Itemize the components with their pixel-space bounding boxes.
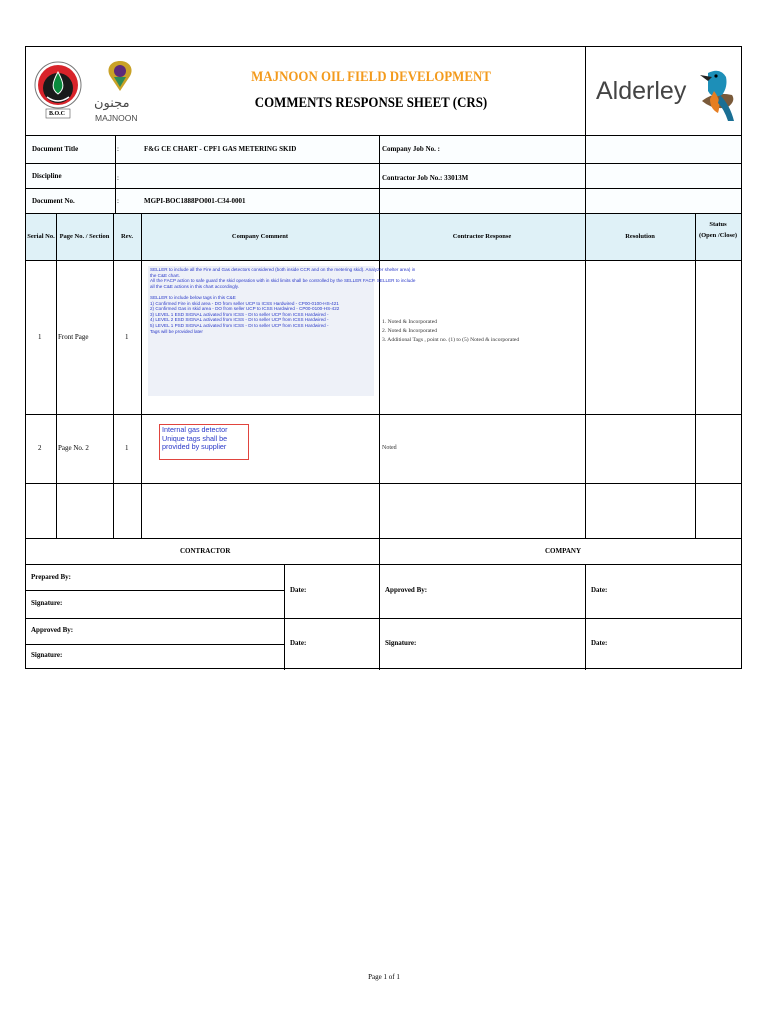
comment-line: all the C&E actions in this chart accordingly. [150,283,240,289]
document-title-label: Document Title [32,145,79,153]
line-signoff-header-bottom [26,564,741,565]
comment-line: 1) Confirmed Fire in skid area - DO from seller UCP to ICSS Hardwired - CP00-0100-HS-421 [150,300,339,306]
response-line: 2. Noted & Incorporated [382,328,437,334]
document-no-value: MGPI-BOC1888PO001-C34-0001 [144,197,246,205]
signoff-divider-2 [379,564,380,670]
boc-logo-text: B.O.C [49,111,66,117]
response-line: 1. Noted & Incorporated [382,319,437,325]
sheet-title: COMMENTS RESPONSE SHEET (CRS) [254,95,488,111]
row1-serial: 1 [38,333,42,341]
date-1-label: Date: [290,586,307,594]
company-label: COMPANY [545,547,582,555]
col-divider-serial [56,213,57,538]
col-divider-response [585,213,586,538]
col-header-serial: Serial No. [27,233,55,240]
info-divider-1 [115,135,116,213]
comment-line: SELLER to include below tags in this C&E [150,294,236,300]
line-prepared-mid [26,590,284,591]
date-company-1-label: Date: [591,586,608,594]
alderley-logo [592,61,740,127]
row2-serial: 2 [38,444,42,452]
line-table-header-bottom [26,260,741,261]
status-line-2: (Open /Close) [698,232,738,239]
row2-rev: 1 [125,444,129,452]
col-header-contractor-response: Contractor Response [452,233,512,240]
info-divider-2 [379,135,380,213]
contractor-job-label: Contractor Job No. [382,174,441,182]
row1-rev: 1 [125,333,129,341]
signoff-divider-3 [585,564,586,670]
comment-line: 3) LEVEL 1 ESD SIGNAL activated from ICSS - DI to seller UCP from ICSS Hardwired - [150,311,329,317]
contractor-label: CONTRACTOR [180,547,231,555]
row2-page: Page No. 2 [58,444,89,452]
row1-contractor-response [382,318,519,345]
col-divider-rev [141,213,142,538]
page-footer: Page 1 of 1 [368,973,400,981]
comment-line: 4) LEVEL 2 ESD SIGNAL activated from ICSS - DI to seller UCP from ICSS Hardwired - [150,317,329,323]
col-divider-comment [379,213,380,538]
line-row2-bottom [26,483,741,484]
line-approved-mid [26,644,284,645]
col-header-rev: Rev. [120,233,134,240]
row1-page: Front Page [58,333,89,341]
majnoon-logo-text: MAJNOON [95,113,138,123]
signature-2-label: Signature: [31,651,63,659]
comment-line: the C&E chart. [150,272,180,278]
date-company-2-label: Date: [591,639,608,647]
signoff-center-divider [379,538,380,564]
line-info-1 [26,163,741,164]
col-header-status [695,219,741,255]
comment-line: All the FACP action to safe guard the skid operation with in skid limits shall be controlled by the SELLER FACP. SELLER to include [150,278,416,284]
line-signoff-mid [26,618,741,619]
date-2-label: Date: [290,639,307,647]
info-divider-3 [585,135,586,213]
alderley-logo-text: Alderley [596,77,687,105]
comment-line: SELLER to include all the Fire and Gas detectors considered (both inside CCR and on the metering skid). Analyzer shelter area) in [150,267,416,272]
row2-contractor-response: Noted [382,445,397,451]
col-divider-resolution [695,213,696,538]
project-title: MAJNOON OIL FIELD DEVELOPMENT [251,69,491,85]
comment-line: 2) Confirmed Gas in skid area - DO from seller UCP to ICSS Hardwired - CP00-0100-HS-422 [150,306,340,312]
col-divider-page [113,213,114,538]
col-header-resolution: Resolution [625,233,655,240]
document-title-colon: : [117,145,119,153]
boc-logo [32,57,84,125]
header-divider [585,47,586,135]
discipline-colon: : [117,174,119,182]
crs-sheet [25,46,742,669]
col-header-page: Page No. / Section [59,233,110,240]
majnoon-logo [92,57,148,125]
document-no-label: Document No. [32,197,75,205]
majnoon-arabic-text: مجنون [94,96,130,111]
approved-by-company-label: Approved By: [385,586,428,594]
prepared-by-label: Prepared By: [31,573,71,581]
line-row3-bottom [26,538,741,539]
signature-1-label: Signature: [31,599,63,607]
status-line-1: Status [709,221,727,228]
comment-line: 5) LEVEL 1 PSD SIGNAL activated from ICSS - DI to seller UCP from ICSS Hardwired - [150,322,329,328]
col-header-company-comment: Company Comment [231,233,289,240]
approved-by-label: Approved By: [31,626,74,634]
response-line: 3. Additional Tags , point no. (1) to (5) Noted & incorporated [382,337,520,343]
document-title-value: F&G CE CHART - CPF1 GAS METERING SKID [144,145,297,153]
row2-comment-callout: Internal gas detector Unique tags shall be provided by supplier [159,424,249,460]
contractor-job-value: : 33013M [440,174,469,182]
signoff-divider-1 [284,564,285,670]
line-info-2 [26,188,741,189]
line-row1-bottom [26,414,741,415]
discipline-label: Discipline [32,172,62,180]
signature-company-label: Signature: [385,639,417,647]
document-no-colon: : [117,197,119,205]
comment-line: Tags will be provided later [150,328,203,334]
company-job-label: Company Job No. : [382,145,440,153]
kingfisher-icon [694,61,740,125]
